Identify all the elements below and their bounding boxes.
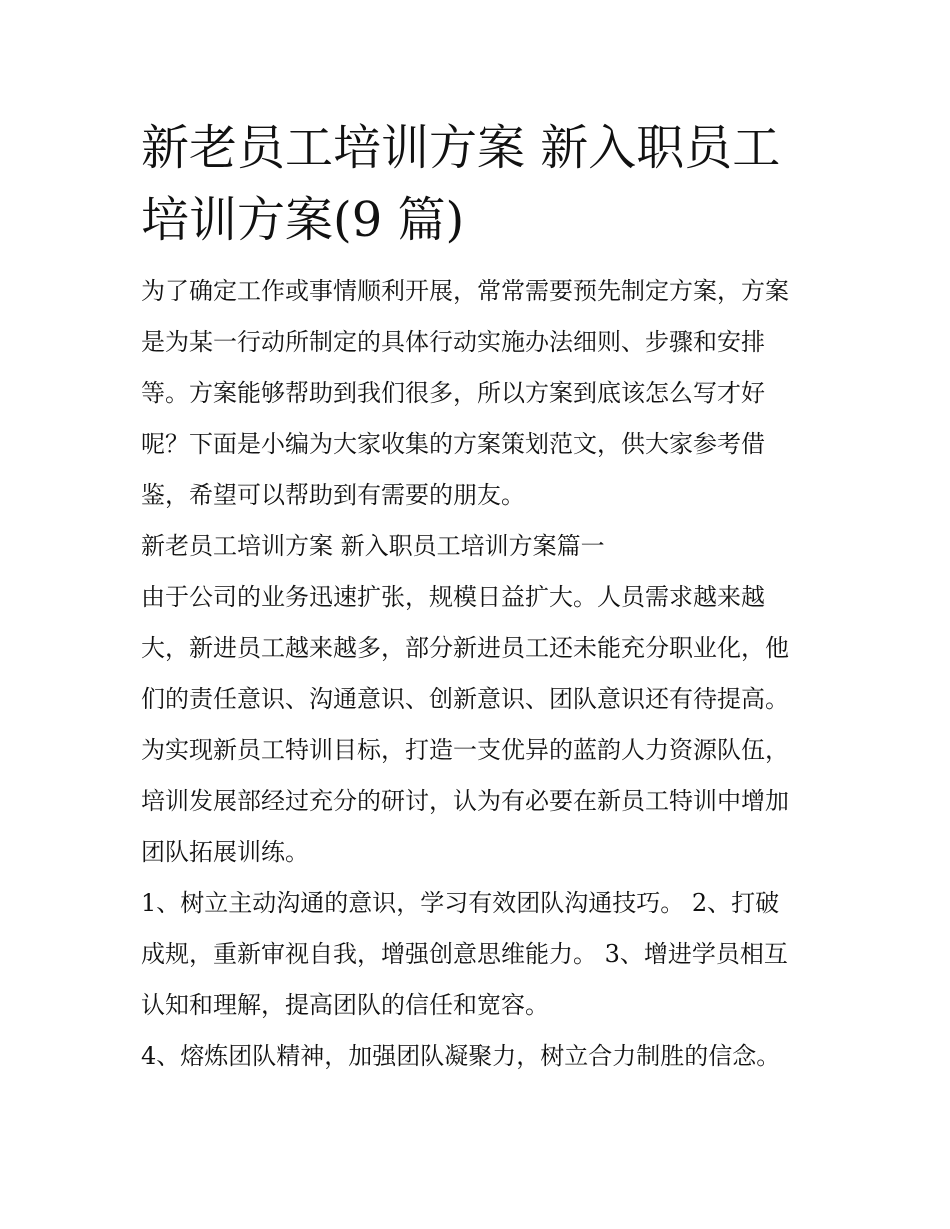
goals-line: 认知和理解，提高团队的信任和宽容。 bbox=[141, 991, 549, 1019]
document-page bbox=[141, 112, 817, 1082]
document-title bbox=[141, 112, 817, 256]
body-line: 为实现新员工特训目标，打造一支优异的蓝韵人力资源队伍， bbox=[141, 736, 789, 764]
section-heading: 新老员工培训方案 新入职员工培训方案篇一 bbox=[141, 532, 605, 560]
title-line-1: 新老员工培训方案 新入职员工 bbox=[141, 120, 781, 176]
intro-paragraph bbox=[141, 266, 817, 521]
body-line: 们的责任意识、沟通意识、创新意识、团队意识还有待提高。 bbox=[141, 685, 789, 713]
goals-line: 1、树立主动沟通的意识，学习有效团队沟通技巧。 2、打破 bbox=[141, 889, 780, 917]
intro-line: 为了确定工作或事情顺利开展，常常需要预先制定方案，方案 bbox=[141, 277, 789, 305]
intro-line: 鉴，希望可以帮助到有需要的朋友。 bbox=[141, 481, 525, 509]
goal-4-line: 4、熔炼团队精神，加强团队凝聚力，树立合力制胜的信念。 bbox=[141, 1042, 781, 1070]
intro-line: 呢？下面是小编为大家收集的方案策划范文，供大家参考借 bbox=[141, 430, 765, 458]
intro-line: 等。方案能够帮助到我们很多，所以方案到底该怎么写才好 bbox=[141, 379, 765, 407]
body-line: 培训发展部经过充分的研讨，认为有必要在新员工特训中增加 bbox=[141, 787, 789, 815]
body-line: 由于公司的业务迅速扩张，规模日益扩大。人员需求越来越 bbox=[141, 583, 765, 611]
body-line: 团队拓展训练。 bbox=[141, 838, 309, 866]
body-line: 大，新进员工越来越多，部分新进员工还未能充分职业化，他 bbox=[141, 634, 789, 662]
body-paragraph bbox=[141, 572, 817, 878]
goal-4-paragraph bbox=[141, 1031, 817, 1082]
goals-line: 成规，重新审视自我，增强创意思维能力。 3、增进学员相互 bbox=[141, 940, 788, 968]
intro-line: 是为某一行动所制定的具体行动实施办法细则、步骤和安排 bbox=[141, 328, 765, 356]
title-line-2: 培训方案(9 篇) bbox=[141, 192, 465, 248]
goals-paragraph bbox=[141, 878, 817, 1031]
